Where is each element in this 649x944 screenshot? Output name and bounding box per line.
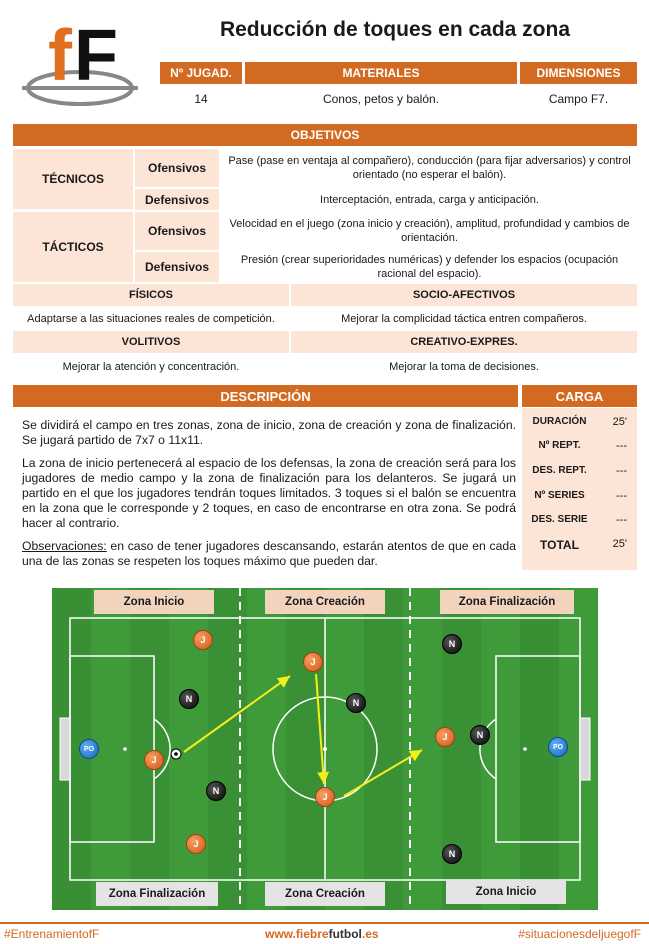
footer bbox=[0, 922, 649, 944]
tecnicos-ofensivos-text: Pase (pase en ventaja al compañero), conducción (para fijar adversarios) y control orientado (no esperar el balón). bbox=[228, 155, 631, 181]
tecnicos-defensivos-text: Interceptación, entrada, carga y anticipación. bbox=[320, 193, 539, 206]
tacticos-ofensivos-label: Ofensivos bbox=[135, 212, 219, 250]
carga-label: DES. SERIE bbox=[531, 514, 588, 525]
observaciones-text: en caso de tener jugadores descansando, estarán atentos de que en cada una de las zonas se respeten los toques máximo que pueden dar. bbox=[22, 539, 516, 568]
carga-row bbox=[522, 536, 637, 554]
goalkeeper-left: PO bbox=[79, 739, 99, 759]
footer-website-prefix: www.fiebre bbox=[265, 927, 329, 941]
materials-header: MATERIALES bbox=[245, 62, 517, 84]
tecnicos-defensivos-label: Defensivos bbox=[135, 189, 219, 210]
carga-label: DURACIÓN bbox=[532, 416, 587, 427]
fiebrefutbol-logo bbox=[18, 8, 140, 108]
creativo-text: Mejorar la toma de decisiones. bbox=[389, 361, 539, 373]
carga-label: Nº SERIES bbox=[534, 490, 585, 501]
player-n: N bbox=[206, 781, 226, 801]
tecnicos-ofensivos-label: Ofensivos bbox=[135, 149, 219, 187]
carga-value: --- bbox=[616, 440, 627, 452]
dimensions-value: Campo F7. bbox=[548, 92, 609, 106]
pitch-drawing bbox=[52, 588, 598, 910]
player-j: J bbox=[186, 834, 206, 854]
footer-website-brand: futbol bbox=[328, 927, 362, 941]
carga-label: DES. REPT. bbox=[532, 465, 587, 476]
carga-value: --- bbox=[616, 465, 627, 477]
volitivos-label: VOLITIVOS bbox=[13, 331, 289, 353]
footer-website-link[interactable] bbox=[265, 927, 379, 941]
svg-text:f: f bbox=[48, 16, 72, 96]
tacticos-ofensivos-text: Velocidad en el juego (zona inicio y creación), amplitud, profundidad y cambios de orientación. bbox=[229, 218, 630, 244]
carga-value: 25' bbox=[612, 538, 627, 550]
fisicos-text: Adaptarse a las situaciones reales de competición. bbox=[27, 313, 275, 325]
creativo-label: CREATIVO-EXPRES. bbox=[291, 331, 637, 353]
tacticos-defensivos-text: Presión (crear superioridades numéricas) y defender los espacios (ocupación racional del espacio). bbox=[240, 254, 619, 280]
footer-hashtag-right[interactable]: #situacionesdeljuegofF bbox=[518, 927, 641, 941]
carga-title: CARGA bbox=[522, 385, 637, 407]
observaciones-label: Observaciones: bbox=[22, 539, 107, 553]
player-n: N bbox=[442, 844, 462, 864]
zone-label-top: Zona Creación bbox=[265, 590, 385, 614]
svg-text:F: F bbox=[74, 16, 118, 96]
carga-row bbox=[522, 414, 637, 432]
player-n: N bbox=[179, 689, 199, 709]
player-j: J bbox=[144, 750, 164, 770]
carga-value: --- bbox=[616, 490, 627, 502]
players-value: 14 bbox=[194, 92, 208, 106]
tecnicos-label: TÉCNICOS bbox=[13, 149, 133, 209]
player-n: N bbox=[470, 725, 490, 745]
objetivos-title: OBJETIVOS bbox=[13, 124, 637, 146]
zone-label-bottom: Zona Inicio bbox=[446, 880, 566, 904]
carga-value: 25' bbox=[612, 416, 627, 428]
carga-row bbox=[522, 512, 637, 530]
footer-hashtag-left[interactable]: #EntrenamientofF bbox=[4, 927, 100, 941]
observaciones bbox=[22, 539, 516, 569]
descripcion-title: DESCRIPCIÓN bbox=[13, 385, 518, 407]
player-j: J bbox=[315, 787, 335, 807]
dimensions-header: DIMENSIONES bbox=[520, 62, 637, 84]
player-n: N bbox=[346, 693, 366, 713]
zone-label-top: Zona Finalización bbox=[440, 590, 574, 614]
players-header: Nº JUGAD. bbox=[160, 62, 242, 84]
volitivos-text: Mejorar la atención y concentración. bbox=[62, 361, 240, 373]
goalkeeper-right: PO bbox=[548, 737, 568, 757]
descripcion-body bbox=[22, 418, 516, 577]
carga-row bbox=[522, 488, 637, 506]
carga-row bbox=[522, 438, 637, 456]
fisicos-label: FÍSICOS bbox=[13, 284, 289, 306]
descripcion-p2: La zona de inicio pertenecerá al espacio de los defensas, la zona de creación será para los jugadores de medio campo y la zona de finalización para los delanteros. Se jugará un partido en el que los jugadores tendrán toques limitados. 3 toques si el balón se encuentra en la zona que le corresponde y 2 toques, en caso de encontrarse en otra zona. Se podrá hacer al contrario. bbox=[22, 456, 516, 530]
carga-label: TOTAL bbox=[540, 538, 579, 552]
socio-afectivos-text: Mejorar la complicidad táctica entren compañeros. bbox=[341, 313, 587, 325]
socio-afectivos-label: SOCIO-AFECTIVOS bbox=[291, 284, 637, 306]
page-title: Reducción de toques en cada zona bbox=[219, 18, 571, 41]
materials-value: Conos, petos y balón. bbox=[322, 92, 440, 106]
zone-label-bottom: Zona Creación bbox=[265, 882, 385, 906]
tacticos-defensivos-label: Defensivos bbox=[135, 252, 219, 282]
player-j: J bbox=[193, 630, 213, 650]
descripcion-p1: Se dividirá el campo en tres zonas, zona de inicio, zona de creación y zona de finalización. Se jugará partido de 7x7 o 11x11. bbox=[22, 418, 516, 447]
tacticos-label: TÁCTICOS bbox=[13, 212, 133, 282]
player-j: J bbox=[303, 652, 323, 672]
player-n: N bbox=[442, 634, 462, 654]
carga-row bbox=[522, 463, 637, 481]
carga-label: Nº REPT. bbox=[538, 440, 581, 451]
carga-value: --- bbox=[616, 514, 627, 526]
carga-panel bbox=[522, 408, 637, 570]
football-pitch bbox=[52, 588, 598, 910]
footer-website-suffix: .es bbox=[361, 927, 379, 941]
zone-label-top: Zona Inicio bbox=[94, 590, 214, 614]
zone-label-bottom: Zona Finalización bbox=[96, 882, 218, 906]
player-j: J bbox=[435, 727, 455, 747]
